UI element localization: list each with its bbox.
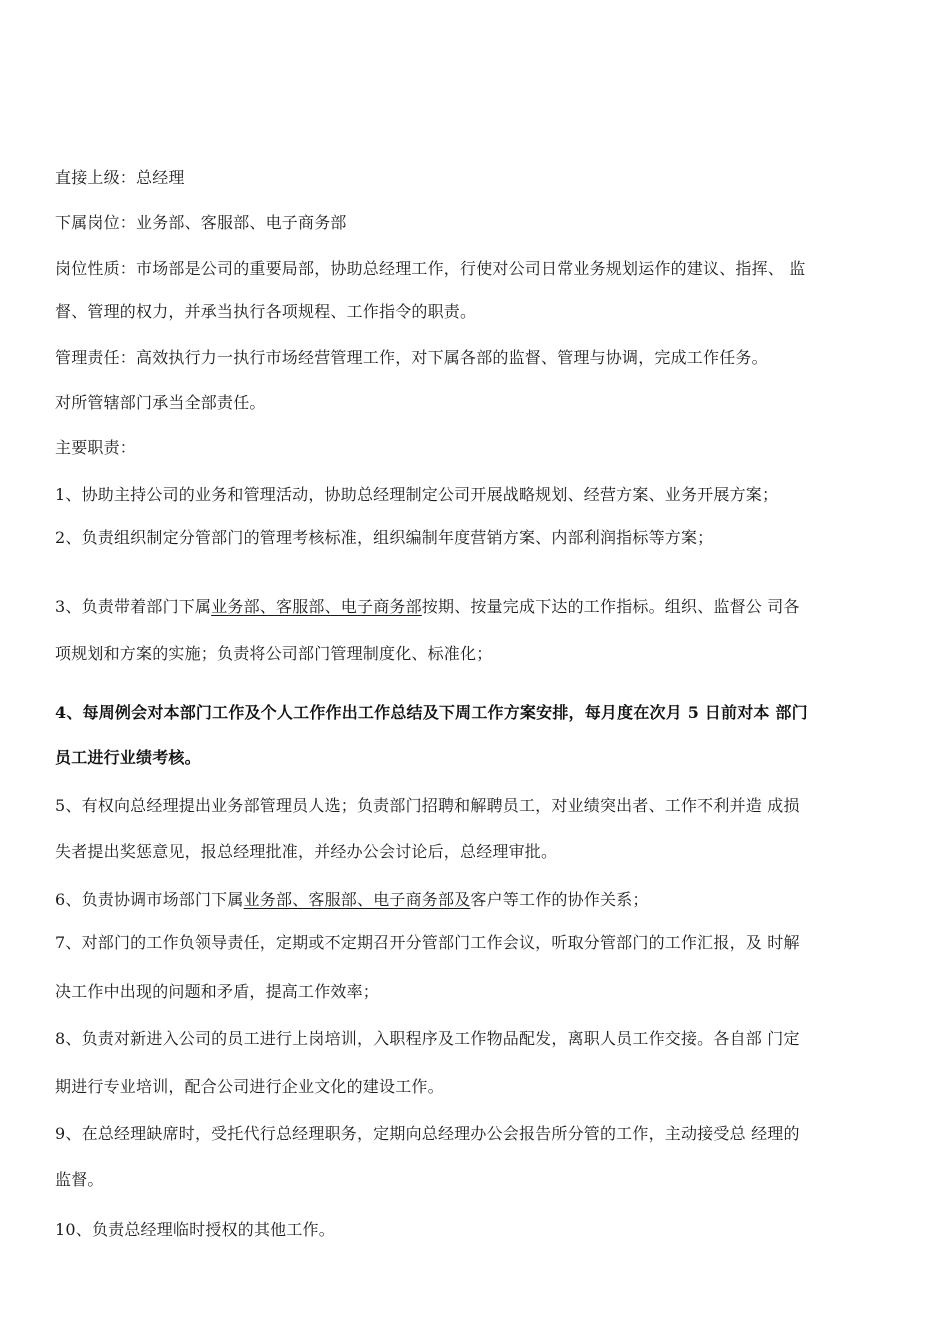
duty-item-5-line-1: 5、有权向总经理提出业务部管理员人选；负责部门招聘和解聘员工，对业绩突出者、工作不利并造 成损 xyxy=(55,796,800,815)
duty-item-10: 10、负责总经理临时授权的其他工作。 xyxy=(55,1220,335,1239)
duty-item-4-line-2: 员工进行业绩考核。 xyxy=(55,748,201,767)
duty-6-underlined-departments: 业务部、客服部、电子商务部及 xyxy=(243,890,471,909)
duty-item-1: 1、协助主持公司的业务和管理活动，协助总经理制定公司开展战略规划、经营方案、业务开展方案； xyxy=(55,485,779,504)
duty-item-8-line-1: 8、负责对新进入公司的员工进行上岗培训，入职程序及工作物品配发，离职人员工作交接。各自部 门定 xyxy=(55,1029,800,1048)
management-responsibility-line-2: 对所管辖部门承当全部责任。 xyxy=(55,393,266,412)
management-responsibility-line-1: 管理责任：高效执行力一执行市场经营管理工作，对下属各部的监督、管理与协调，完成工作任务。 xyxy=(55,348,768,367)
duty-item-8-line-2: 期进行专业培训，配合公司进行企业文化的建设工作。 xyxy=(55,1077,444,1096)
subordinate-positions: 下属岗位：业务部、客服部、电子商务部 xyxy=(55,213,347,232)
position-nature-line-2: 督、管理的权力，并承当执行各项规程、工作指令的职责。 xyxy=(55,302,477,321)
duty-item-5-line-2: 失者提出奖惩意见，报总经理批准，并经办公会讨论后，总经理审批。 xyxy=(55,842,558,861)
position-nature-line-1: 岗位性质：市场部是公司的重要局部，协助总经理工作，行使对公司日常业务规划运作的建议、指挥、 监 xyxy=(55,259,806,278)
duties-heading: 主要职责： xyxy=(55,438,137,457)
duty-item-6 xyxy=(55,888,649,912)
duty-item-3-line-1 xyxy=(55,595,800,619)
duty-3-prefix: 3、负责带着部门下属 xyxy=(55,597,212,616)
duty-item-3-line-2: 项规划和方案的实施；负责将公司部门管理制度化、标准化； xyxy=(55,644,493,663)
duty-item-9-line-2: 监督。 xyxy=(55,1170,104,1189)
duty-3-suffix: 按期、按量完成下达的工作指标。组织、监督公 司各 xyxy=(421,597,800,616)
duty-item-7-line-2: 决工作中出现的问题和矛盾，提高工作效率； xyxy=(55,982,380,1001)
duty-3-underlined-departments: 业务部、客服部、电子商务部 xyxy=(211,597,422,616)
duty-6-suffix: 客户等工作的协作关系； xyxy=(470,890,649,909)
duty-item-9-line-1: 9、在总经理缺席时，受托代行总经理职务，定期向总经理办公会报告所分管的工作，主动接受总 经理的 xyxy=(55,1124,800,1143)
duty-item-2: 2、负责组织制定分管部门的管理考核标准，组织编制年度营销方案、内部利润指标等方案； xyxy=(55,528,714,547)
duty-item-7-line-1: 7、对部门的工作负领导责任，定期或不定期召开分管部门工作会议，听取分管部门的工作汇报，及 时解 xyxy=(55,933,800,952)
duty-item-4-line-1: 4、每周例会对本部门工作及个人工作作出工作总结及下周工作方案安排，每月度在次月 5 日前对本 部门 xyxy=(55,703,808,722)
duty-6-prefix: 6、负责协调市场部门下属 xyxy=(55,890,244,909)
direct-superior: 直接上级：总经理 xyxy=(55,168,185,187)
